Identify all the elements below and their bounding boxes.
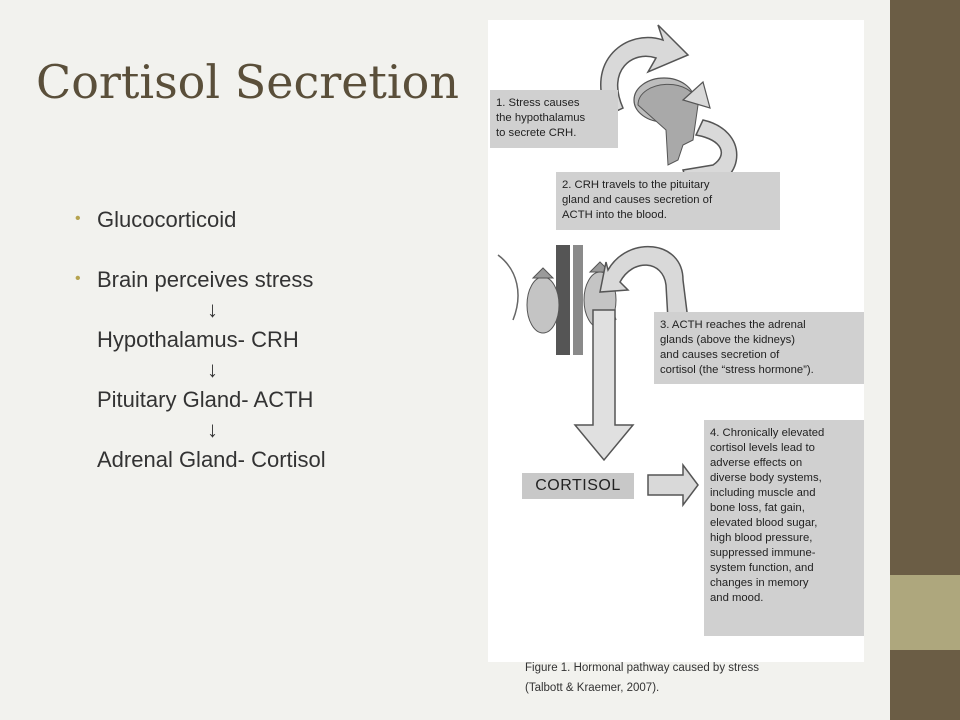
- bullet-item-glucocorticoid: [75, 205, 485, 235]
- bullet-dot: •: [75, 210, 81, 227]
- box-line: gland and causes secretion of: [562, 194, 713, 206]
- down-arrow-icon: ↓: [207, 357, 218, 382]
- down-arrow-icon: ↓: [207, 417, 218, 442]
- box-line: 1. Stress causes: [496, 97, 580, 109]
- box-line: including muscle and: [710, 487, 816, 499]
- caption-line: (Talbott & Kraemer, 2007).: [525, 682, 660, 694]
- pathway-step-adrenal: Adrenal Gland- Cortisol: [97, 447, 326, 472]
- box-line: cortisol levels lead to: [710, 442, 815, 454]
- right-arrow-icon: [648, 465, 698, 505]
- down-arrow-icon: [575, 310, 633, 460]
- pathway-step-brain: Brain perceives stress: [97, 267, 314, 292]
- box-line: and mood.: [710, 592, 764, 604]
- bullet-dot: •: [75, 270, 81, 287]
- down-arrow-icon: ↓: [207, 297, 218, 322]
- box-line: ACTH into the blood.: [562, 209, 667, 221]
- pathway-step-pituitary: Pituitary Gland- ACTH: [97, 387, 314, 412]
- box-line: 2. CRH travels to the pituitary: [562, 179, 710, 191]
- step-box-4: [704, 420, 864, 636]
- pathway-step-hypothalamus: Hypothalamus- CRH: [97, 327, 299, 352]
- bullet-item-pathway: [75, 265, 485, 475]
- box-line: to secrete CRH.: [496, 127, 577, 139]
- caption-line: Figure 1. Hormonal pathway caused by stress: [525, 662, 759, 674]
- step-box-1: [490, 90, 618, 148]
- box-line: 3. ACTH reaches the adrenal: [660, 319, 806, 331]
- box-line: diverse body systems,: [710, 472, 822, 484]
- box-line: elevated blood sugar,: [710, 517, 818, 529]
- vena-cava: [573, 245, 583, 355]
- decorative-accent-block: [890, 575, 960, 650]
- box-line: system function, and: [710, 562, 814, 574]
- box-line: suppressed immune-: [710, 547, 816, 559]
- box-line: changes in memory: [710, 577, 809, 589]
- box-line: adverse effects on: [710, 457, 803, 469]
- box-line: glands (above the kidneys): [660, 334, 796, 346]
- kidney-left-icon: [527, 277, 559, 333]
- box-line: high blood pressure,: [710, 532, 813, 544]
- box-line: the hypothalamus: [496, 112, 586, 124]
- box-line: 4. Chronically elevated: [710, 427, 825, 439]
- step-box-2: [556, 172, 780, 230]
- figure-caption: [525, 658, 885, 698]
- stress-pathway-figure: [488, 20, 864, 662]
- cortisol-label: CORTISOL: [522, 473, 634, 499]
- step-box-3: [654, 312, 864, 384]
- bullet-list: [75, 205, 485, 505]
- bullet-text: Glucocorticoid: [97, 207, 237, 232]
- box-line: cortisol (the “stress hormone”).: [660, 364, 814, 376]
- box-line: and causes secretion of: [660, 349, 780, 361]
- box-line: bone loss, fat gain,: [710, 502, 805, 514]
- slide-title: Cortisol Secretion: [36, 55, 459, 109]
